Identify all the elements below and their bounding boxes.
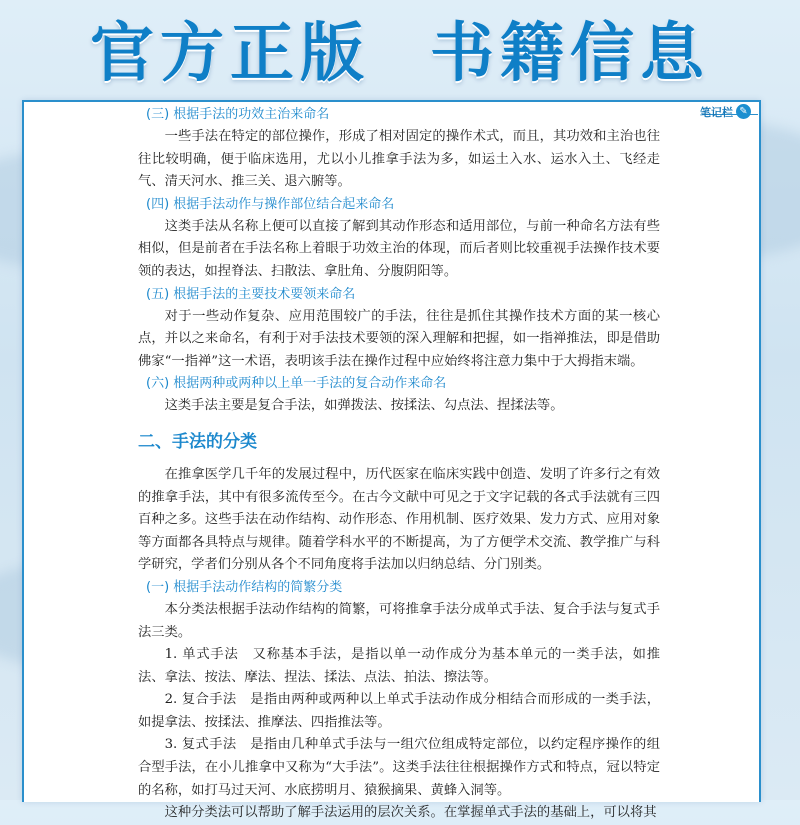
section-text-5: 对于一些动作复杂、应用范围较广的手法，往往是抓住其操作技术方面的某一核心点，并以之来命名，有利于对手法技术要领的深入理解和把握，如一指禅推法，即是借助佛家“一指禅”这一术语，表明该手法在操作过程中应始终将注意力集中于大拇指末端。	[138, 308, 660, 369]
section-heading-3: (三) 根据手法的功效主治来命名	[146, 107, 330, 122]
pencil-icon: ✎	[736, 104, 751, 119]
section-text-4: 这类手法从名称上便可以直接了解到其动作形态和适用部位，与前一种命名方法有些相似，但是前者在手法名称上着眼于功效主治的体现，而后者则比较重视手法操作技术要领的表达，如捏脊法、扫散法、拿肚角、分腹阴阳等。	[138, 218, 660, 279]
banner-title-left: 官方正版	[90, 17, 370, 91]
chapter-heading: 二、手法的分类	[138, 431, 257, 452]
title-banner	[0, 0, 800, 96]
list-item-complex: 3. 复式手法 是指由几种单式手法与一组穴位组成特定部位，以约定程序操作的组合型手法，在小儿推拿中又称为“大手法”。这类手法往往根据操作方式和特点，冠以特定的名称，如打马过天河、水底捞明月、猿猴摘果、黄蜂入洞等。	[138, 737, 660, 798]
page-content	[138, 104, 660, 825]
section-text-3: 一些手法在特定的部位操作，形成了相对固定的操作术式，而且，其功效和主治也往往比较明确，便于临床选用，尤以小儿推拿手法为多，如运土入水、运水入土、飞经走气、清天河水、推三关、退六腑等。	[138, 129, 660, 190]
chapter-intro: 在推拿医学几千年的发展过程中，历代医家在临床实践中创造、发明了许多行之有效的推拿手法，其中有很多流传至今。在古今文献中可见之于文字记载的各式手法就有三四百种之多。这些手法在动作结构、动作形态、作用机制、医疗效果、发力方式、应用对象等方面都各具特点与规律。随着学科水平的不断提高，为了方便学术交流、教学推广与科学研究，学者们分别从各个不同角度将手法加以归纳总结、分门别类。	[138, 466, 660, 573]
notes-label: 笔记栏	[700, 106, 733, 119]
section-heading-6: (六) 根据两种或两种以上单一手法的复合动作来命名	[146, 376, 447, 392]
banner-title-right: 书籍信息	[430, 17, 710, 91]
subsection-heading-1: (一) 根据手法动作结构的简繁分类	[146, 579, 343, 595]
subsection-intro: 本分类法根据手法动作结构的简繁，可将推拿手法分成单式手法、复合手法与复式手法三类。	[138, 601, 660, 640]
list-item-compound: 2. 复合手法 是指由两种或两种以上单式手法动作成分相结合而形成的一类手法，如提拿法、按揉法、推摩法、四指推法等。	[138, 692, 660, 730]
list-item-single: 1. 单式手法 又称基本手法，是指以单一动作成分为基本单元的一类手法，如推法、拿法、按法、摩法、捏法、揉法、点法、拍法、擦法等。	[138, 647, 660, 685]
section-text-6: 这类手法主要是复合手法，如弹拨法、按揉法、勾点法、捏揉法等。	[164, 398, 564, 414]
section-heading-4: (四) 根据手法动作与操作部位结合起来命名	[146, 196, 395, 212]
closing-text: 这种分类法可以帮助了解手法运用的层次关系。在掌握单式手法的基础上，可以将其	[164, 805, 657, 821]
section-heading-5: (五) 根据手法的主要技术要领来命名	[146, 286, 356, 302]
